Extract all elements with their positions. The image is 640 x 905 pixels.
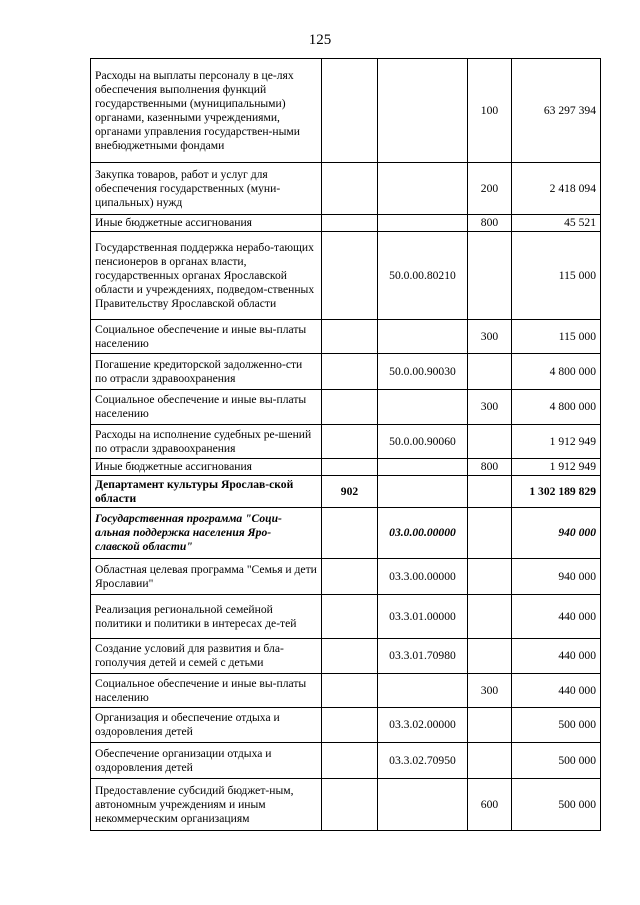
table-row bbox=[91, 320, 601, 354]
target-article-cell: 50.0.00.90030 bbox=[378, 354, 468, 390]
row-name-cell: Иные бюджетные ассигнования bbox=[91, 215, 322, 232]
expense-type-cell bbox=[468, 743, 512, 779]
ministry-code-cell bbox=[322, 59, 378, 163]
amount-cell: 440 000 bbox=[512, 674, 601, 708]
ministry-code-cell bbox=[322, 595, 378, 639]
amount-cell: 2 418 094 bbox=[512, 163, 601, 215]
expense-type-cell: 300 bbox=[468, 674, 512, 708]
table-row bbox=[91, 59, 601, 163]
expense-type-cell bbox=[468, 595, 512, 639]
ministry-code-cell bbox=[322, 639, 378, 674]
expense-type-cell bbox=[468, 232, 512, 320]
table-row bbox=[91, 163, 601, 215]
ministry-code-cell bbox=[322, 390, 378, 425]
table-row bbox=[91, 595, 601, 639]
row-name-cell: Социальное обеспечение и иные вы-платы населению bbox=[91, 390, 322, 425]
budget-table-body bbox=[91, 59, 601, 831]
amount-cell: 500 000 bbox=[512, 708, 601, 743]
amount-cell: 940 000 bbox=[512, 508, 601, 559]
table-row bbox=[91, 779, 601, 831]
target-article-cell bbox=[378, 674, 468, 708]
row-name-cell: Закупка товаров, работ и услуг для обеспечения государственных (муни-ципальных) нужд bbox=[91, 163, 322, 215]
row-name-cell: Организация и обеспечение отдыха и оздоровления детей bbox=[91, 708, 322, 743]
target-article-cell bbox=[378, 163, 468, 215]
expense-type-cell bbox=[468, 354, 512, 390]
expense-type-cell: 600 bbox=[468, 779, 512, 831]
amount-cell: 440 000 bbox=[512, 639, 601, 674]
target-article-cell: 03.3.00.00000 bbox=[378, 559, 468, 595]
row-name-cell: Областная целевая программа "Семья и дети Ярославии" bbox=[91, 559, 322, 595]
amount-cell: 4 800 000 bbox=[512, 390, 601, 425]
target-article-cell bbox=[378, 59, 468, 163]
expense-type-cell bbox=[468, 508, 512, 559]
amount-cell: 4 800 000 bbox=[512, 354, 601, 390]
ministry-code-cell bbox=[322, 163, 378, 215]
expense-type-cell bbox=[468, 559, 512, 595]
target-article-cell: 03.3.02.70950 bbox=[378, 743, 468, 779]
row-name-cell: Государственная программа "Соци-альная поддержка населения Яро-славской области" bbox=[91, 508, 322, 559]
table-row bbox=[91, 215, 601, 232]
row-name-cell: Департамент культуры Ярослав-ской области bbox=[91, 476, 322, 508]
target-article-cell: 50.0.00.90060 bbox=[378, 425, 468, 459]
row-name-cell: Погашение кредиторской задолженно-сти по отрасли здравоохранения bbox=[91, 354, 322, 390]
amount-cell: 1 912 949 bbox=[512, 425, 601, 459]
table-row bbox=[91, 459, 601, 476]
target-article-cell bbox=[378, 459, 468, 476]
table-row bbox=[91, 354, 601, 390]
amount-cell: 940 000 bbox=[512, 559, 601, 595]
amount-cell: 1 302 189 829 bbox=[512, 476, 601, 508]
amount-cell: 63 297 394 bbox=[512, 59, 601, 163]
expense-type-cell bbox=[468, 476, 512, 508]
expense-type-cell: 800 bbox=[468, 215, 512, 232]
target-article-cell: 50.0.00.80210 bbox=[378, 232, 468, 320]
expense-type-cell: 100 bbox=[468, 59, 512, 163]
ministry-code-cell bbox=[322, 779, 378, 831]
expense-type-cell bbox=[468, 708, 512, 743]
target-article-cell: 03.3.01.00000 bbox=[378, 595, 468, 639]
budget-table bbox=[90, 58, 601, 831]
ministry-code-cell bbox=[322, 743, 378, 779]
ministry-code-cell bbox=[322, 354, 378, 390]
ministry-code-cell bbox=[322, 708, 378, 743]
row-name-cell: Реализация региональной семейной политики и политики в интересах де-тей bbox=[91, 595, 322, 639]
ministry-code-cell bbox=[322, 674, 378, 708]
ministry-code-cell: 902 bbox=[322, 476, 378, 508]
expense-type-cell: 200 bbox=[468, 163, 512, 215]
target-article-cell: 03.0.00.00000 bbox=[378, 508, 468, 559]
amount-cell: 115 000 bbox=[512, 320, 601, 354]
row-name-cell: Социальное обеспечение и иные вы-платы населению bbox=[91, 674, 322, 708]
table-row bbox=[91, 743, 601, 779]
amount-cell: 45 521 bbox=[512, 215, 601, 232]
ministry-code-cell bbox=[322, 320, 378, 354]
page-number: 125 bbox=[308, 32, 332, 48]
table-row bbox=[91, 425, 601, 459]
target-article-cell: 03.3.01.70980 bbox=[378, 639, 468, 674]
target-article-cell bbox=[378, 779, 468, 831]
row-name-cell: Предоставление субсидий бюджет-ным, автономным учреждениям и иным некоммерческим организациям bbox=[91, 779, 322, 831]
table-row bbox=[91, 476, 601, 508]
row-name-cell: Обеспечение организации отдыха и оздоровления детей bbox=[91, 743, 322, 779]
amount-cell: 440 000 bbox=[512, 595, 601, 639]
row-name-cell: Иные бюджетные ассигнования bbox=[91, 459, 322, 476]
expense-type-cell: 800 bbox=[468, 459, 512, 476]
target-article-cell: 03.3.02.00000 bbox=[378, 708, 468, 743]
table-row bbox=[91, 708, 601, 743]
ministry-code-cell bbox=[322, 559, 378, 595]
table-row bbox=[91, 232, 601, 320]
table-row bbox=[91, 674, 601, 708]
expense-type-cell: 300 bbox=[468, 320, 512, 354]
row-name-cell: Расходы на выплаты персоналу в це-лях обеспечения выполнения функций государственными (муниципальными) органами, казенными учреждениями, органами управления государствен-ными внебюджетными фондами bbox=[91, 59, 322, 163]
amount-cell: 500 000 bbox=[512, 779, 601, 831]
row-name-cell: Государственная поддержка нерабо-тающих пенсионеров в органах власти, государственных органах Ярославской области и учреждениях, подведом-ственных Правительству Ярославской области bbox=[91, 232, 322, 320]
row-name-cell: Создание условий для развития и бла-гополучия детей и семей с детьми bbox=[91, 639, 322, 674]
amount-cell: 500 000 bbox=[512, 743, 601, 779]
table-row bbox=[91, 390, 601, 425]
ministry-code-cell bbox=[322, 459, 378, 476]
ministry-code-cell bbox=[322, 215, 378, 232]
amount-cell: 115 000 bbox=[512, 232, 601, 320]
row-name-cell: Расходы на исполнение судебных ре-шений по отрасли здравоохранения bbox=[91, 425, 322, 459]
target-article-cell bbox=[378, 320, 468, 354]
table-row bbox=[91, 639, 601, 674]
table-row bbox=[91, 508, 601, 559]
ministry-code-cell bbox=[322, 425, 378, 459]
expense-type-cell: 300 bbox=[468, 390, 512, 425]
target-article-cell bbox=[378, 390, 468, 425]
target-article-cell bbox=[378, 476, 468, 508]
row-name-cell: Социальное обеспечение и иные вы-платы населению bbox=[91, 320, 322, 354]
expense-type-cell bbox=[468, 425, 512, 459]
amount-cell: 1 912 949 bbox=[512, 459, 601, 476]
target-article-cell bbox=[378, 215, 468, 232]
expense-type-cell bbox=[468, 639, 512, 674]
ministry-code-cell bbox=[322, 508, 378, 559]
ministry-code-cell bbox=[322, 232, 378, 320]
table-row bbox=[91, 559, 601, 595]
